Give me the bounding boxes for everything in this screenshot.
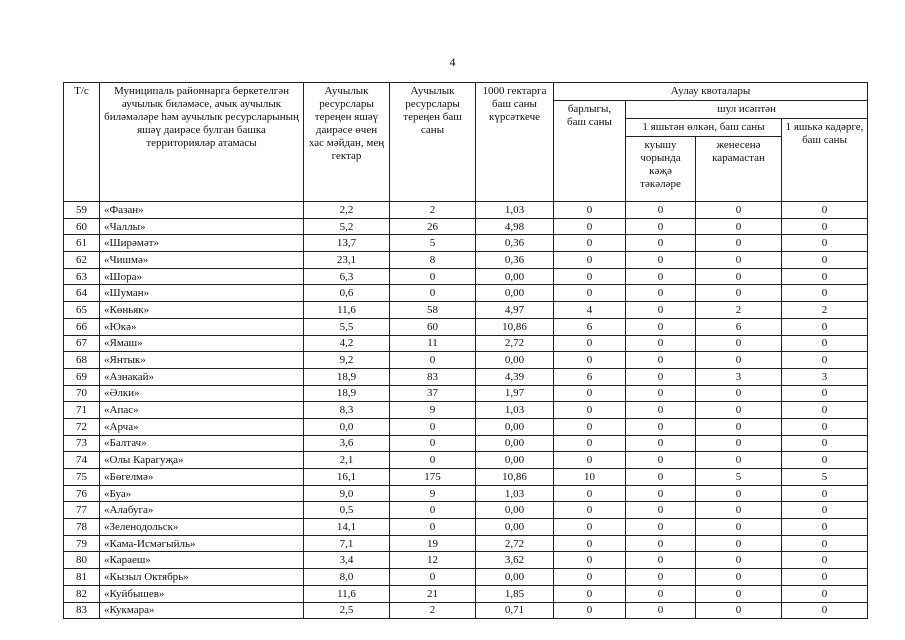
row-area: 8,3 (304, 402, 390, 419)
row-number: 65 (64, 302, 100, 319)
row-name: «Фазан» (100, 202, 304, 219)
row-number: 61 (64, 235, 100, 252)
row-area: 13,7 (304, 235, 390, 252)
row-number: 73 (64, 435, 100, 452)
row-name: «Юкә» (100, 318, 304, 335)
row-density: 4,39 (476, 368, 554, 385)
row-number: 67 (64, 335, 100, 352)
row-count: 0 (390, 285, 476, 302)
header-area: Аучылык ресурслары тереңен яшәү даирәсе өчен хас мәйдан, мең гектар (304, 83, 390, 202)
row-density: 1,85 (476, 585, 554, 602)
row-count: 0 (390, 268, 476, 285)
row-any-sex: 0 (696, 552, 782, 569)
row-area: 0,5 (304, 502, 390, 519)
table-row (64, 352, 868, 369)
table-row (64, 535, 868, 552)
header-younger: 1 яшькә кадәрге, баш саны (782, 119, 868, 202)
page-number: 4 (449, 55, 456, 69)
row-any-sex: 2 (696, 302, 782, 319)
row-young: 0 (782, 318, 868, 335)
row-total: 0 (554, 385, 626, 402)
row-total: 0 (554, 202, 626, 219)
row-young: 0 (782, 569, 868, 586)
row-name: «Бөгелмә» (100, 469, 304, 486)
row-count: 37 (390, 385, 476, 402)
row-any-sex: 0 (696, 352, 782, 369)
row-total: 0 (554, 585, 626, 602)
row-young: 0 (782, 385, 868, 402)
row-number: 70 (64, 385, 100, 402)
row-density: 2,72 (476, 535, 554, 552)
table-row (64, 285, 868, 302)
row-total: 0 (554, 519, 626, 536)
row-rut: 0 (626, 452, 696, 469)
row-area: 16,1 (304, 469, 390, 486)
row-any-sex: 0 (696, 335, 782, 352)
row-rut: 0 (626, 519, 696, 536)
row-name: «Апас» (100, 402, 304, 419)
row-young: 3 (782, 368, 868, 385)
row-density: 4,98 (476, 218, 554, 235)
row-count: 0 (390, 569, 476, 586)
row-density: 0,00 (476, 285, 554, 302)
row-total: 6 (554, 368, 626, 385)
row-any-sex: 0 (696, 452, 782, 469)
row-density: 0,00 (476, 452, 554, 469)
row-density: 1,03 (476, 202, 554, 219)
table-row (64, 218, 868, 235)
row-number: 80 (64, 552, 100, 569)
row-name: «Куйбышев» (100, 585, 304, 602)
row-count: 0 (390, 502, 476, 519)
row-any-sex: 0 (696, 585, 782, 602)
header-name: Муниципаль районнарга беркетелгән аучылык биләмәсе, ачык аучылык биләмәләре һәм аучылык ресурсларының яшәү даирәсе булган башка территорияләр атамасы (100, 83, 304, 202)
row-number: 75 (64, 469, 100, 486)
row-density: 0,36 (476, 252, 554, 269)
row-density: 1,03 (476, 485, 554, 502)
row-total: 0 (554, 402, 626, 419)
row-rut: 0 (626, 385, 696, 402)
table-row (64, 385, 868, 402)
row-name: «Кама-Исмәгыйль» (100, 535, 304, 552)
row-rut: 0 (626, 368, 696, 385)
row-young: 0 (782, 435, 868, 452)
row-name: «Ямаш» (100, 335, 304, 352)
row-any-sex: 5 (696, 469, 782, 486)
row-total: 10 (554, 469, 626, 486)
row-number: 63 (64, 268, 100, 285)
row-any-sex: 0 (696, 218, 782, 235)
row-area: 8,0 (304, 569, 390, 586)
table-row (64, 335, 868, 352)
row-count: 5 (390, 235, 476, 252)
row-total: 0 (554, 535, 626, 552)
row-young: 0 (782, 585, 868, 602)
row-total: 0 (554, 285, 626, 302)
row-young: 0 (782, 252, 868, 269)
row-total: 0 (554, 218, 626, 235)
row-density: 2,72 (476, 335, 554, 352)
header-no: Т/с (64, 83, 100, 202)
row-rut: 0 (626, 352, 696, 369)
row-count: 9 (390, 402, 476, 419)
row-number: 69 (64, 368, 100, 385)
row-name: «Янтык» (100, 352, 304, 369)
row-number: 68 (64, 352, 100, 369)
row-name: «Балтач» (100, 435, 304, 452)
row-name: «Чишмә» (100, 252, 304, 269)
row-young: 0 (782, 218, 868, 235)
row-rut: 0 (626, 552, 696, 569)
row-any-sex: 0 (696, 602, 782, 619)
header-total: барлыгы, баш саны (554, 101, 626, 202)
row-name: «Азнакай» (100, 368, 304, 385)
row-count: 21 (390, 585, 476, 602)
row-name: «Кукмара» (100, 602, 304, 619)
row-rut: 0 (626, 335, 696, 352)
row-name: «Шуман» (100, 285, 304, 302)
row-any-sex: 0 (696, 569, 782, 586)
row-any-sex: 0 (696, 502, 782, 519)
row-any-sex: 0 (696, 435, 782, 452)
row-density: 0,00 (476, 435, 554, 452)
row-count: 9 (390, 485, 476, 502)
table-row (64, 552, 868, 569)
row-young: 0 (782, 352, 868, 369)
row-any-sex: 0 (696, 418, 782, 435)
row-density: 0,00 (476, 268, 554, 285)
table-row (64, 519, 868, 536)
row-rut: 0 (626, 602, 696, 619)
row-rut: 0 (626, 302, 696, 319)
row-young: 0 (782, 418, 868, 435)
row-area: 2,2 (304, 202, 390, 219)
row-area: 2,1 (304, 452, 390, 469)
row-area: 11,6 (304, 585, 390, 602)
row-number: 66 (64, 318, 100, 335)
row-young: 0 (782, 268, 868, 285)
row-any-sex: 0 (696, 519, 782, 536)
header-count: Аучылык ресурслары тереңен баш саны (390, 83, 476, 202)
row-area: 14,1 (304, 519, 390, 536)
row-total: 0 (554, 452, 626, 469)
row-density: 4,97 (476, 302, 554, 319)
row-name: «Көньяк» (100, 302, 304, 319)
row-density: 0,00 (476, 519, 554, 536)
row-count: 0 (390, 452, 476, 469)
row-count: 11 (390, 335, 476, 352)
row-total: 0 (554, 418, 626, 435)
row-count: 0 (390, 519, 476, 536)
row-density: 0,00 (476, 418, 554, 435)
row-area: 9,2 (304, 352, 390, 369)
row-area: 0,6 (304, 285, 390, 302)
row-total: 0 (554, 602, 626, 619)
row-area: 18,9 (304, 385, 390, 402)
row-rut: 0 (626, 418, 696, 435)
table-row (64, 268, 868, 285)
row-any-sex: 0 (696, 385, 782, 402)
row-rut: 0 (626, 435, 696, 452)
row-count: 12 (390, 552, 476, 569)
row-number: 71 (64, 402, 100, 419)
row-young: 0 (782, 502, 868, 519)
row-density: 0,00 (476, 502, 554, 519)
row-total: 6 (554, 318, 626, 335)
row-total: 0 (554, 552, 626, 569)
row-area: 0,0 (304, 418, 390, 435)
row-area: 2,5 (304, 602, 390, 619)
row-rut: 0 (626, 402, 696, 419)
row-name: «Әлки» (100, 385, 304, 402)
row-count: 0 (390, 435, 476, 452)
row-area: 23,1 (304, 252, 390, 269)
row-total: 0 (554, 435, 626, 452)
row-name: «Чаллы» (100, 218, 304, 235)
row-density: 3,62 (476, 552, 554, 569)
row-rut: 0 (626, 202, 696, 219)
row-young: 0 (782, 485, 868, 502)
row-density: 0,00 (476, 569, 554, 586)
table-row (64, 602, 868, 619)
header-older: 1 яшьтән өлкән, баш саны (626, 119, 782, 137)
table-row (64, 435, 868, 452)
row-number: 79 (64, 535, 100, 552)
table-row (64, 252, 868, 269)
row-density: 10,86 (476, 469, 554, 486)
row-number: 74 (64, 452, 100, 469)
row-any-sex: 3 (696, 368, 782, 385)
row-density: 0,00 (476, 352, 554, 369)
row-count: 2 (390, 602, 476, 619)
row-area: 5,2 (304, 218, 390, 235)
table-row (64, 202, 868, 219)
header-including: шул исәптән (626, 101, 868, 119)
table-row (64, 418, 868, 435)
table-row (64, 585, 868, 602)
row-density: 10,86 (476, 318, 554, 335)
row-area: 3,6 (304, 435, 390, 452)
row-young: 0 (782, 402, 868, 419)
row-total: 0 (554, 352, 626, 369)
row-any-sex: 0 (696, 235, 782, 252)
row-any-sex: 6 (696, 318, 782, 335)
row-area: 7,1 (304, 535, 390, 552)
row-young: 0 (782, 202, 868, 219)
row-count: 19 (390, 535, 476, 552)
row-young: 0 (782, 285, 868, 302)
table-row (64, 318, 868, 335)
row-rut: 0 (626, 218, 696, 235)
table-row (64, 235, 868, 252)
row-young: 0 (782, 235, 868, 252)
row-rut: 0 (626, 502, 696, 519)
row-rut: 0 (626, 485, 696, 502)
row-count: 58 (390, 302, 476, 319)
row-number: 78 (64, 519, 100, 536)
row-total: 0 (554, 502, 626, 519)
table-row (64, 469, 868, 486)
row-total: 0 (554, 569, 626, 586)
row-name: «Буа» (100, 485, 304, 502)
row-rut: 0 (626, 585, 696, 602)
row-count: 83 (390, 368, 476, 385)
table-row (64, 368, 868, 385)
row-area: 3,4 (304, 552, 390, 569)
row-area: 9,0 (304, 485, 390, 502)
row-total: 0 (554, 268, 626, 285)
row-number: 72 (64, 418, 100, 435)
row-rut: 0 (626, 252, 696, 269)
row-any-sex: 0 (696, 252, 782, 269)
row-any-sex: 0 (696, 202, 782, 219)
row-count: 175 (390, 469, 476, 486)
row-area: 11,6 (304, 302, 390, 319)
row-total: 0 (554, 252, 626, 269)
row-number: 62 (64, 252, 100, 269)
row-number: 76 (64, 485, 100, 502)
row-area: 6,3 (304, 268, 390, 285)
row-any-sex: 0 (696, 485, 782, 502)
row-count: 0 (390, 352, 476, 369)
row-young: 2 (782, 302, 868, 319)
table-row (64, 302, 868, 319)
row-count: 8 (390, 252, 476, 269)
row-any-sex: 0 (696, 285, 782, 302)
row-young: 0 (782, 552, 868, 569)
row-name: «Караеш» (100, 552, 304, 569)
row-number: 83 (64, 602, 100, 619)
row-any-sex: 0 (696, 268, 782, 285)
row-density: 1,03 (476, 402, 554, 419)
row-number: 81 (64, 569, 100, 586)
row-name: «Арча» (100, 418, 304, 435)
row-total: 0 (554, 485, 626, 502)
row-number: 82 (64, 585, 100, 602)
table-row (64, 402, 868, 419)
row-rut: 0 (626, 535, 696, 552)
row-area: 4,2 (304, 335, 390, 352)
row-count: 0 (390, 418, 476, 435)
table-row (64, 569, 868, 586)
row-young: 0 (782, 535, 868, 552)
header-density: 1000 гектарга баш саны күрсәткече (476, 83, 554, 202)
row-young: 0 (782, 335, 868, 352)
table-row (64, 502, 868, 519)
row-count: 60 (390, 318, 476, 335)
row-total: 0 (554, 335, 626, 352)
quota-table (63, 82, 868, 619)
row-name: «Ширәмәт» (100, 235, 304, 252)
row-number: 77 (64, 502, 100, 519)
row-young: 0 (782, 519, 868, 536)
row-rut: 0 (626, 318, 696, 335)
row-any-sex: 0 (696, 535, 782, 552)
row-young: 0 (782, 452, 868, 469)
row-count: 26 (390, 218, 476, 235)
row-number: 59 (64, 202, 100, 219)
table-row (64, 452, 868, 469)
row-number: 64 (64, 285, 100, 302)
row-density: 1,97 (476, 385, 554, 402)
row-rut: 0 (626, 569, 696, 586)
row-density: 0,36 (476, 235, 554, 252)
header-quota: Аулау квоталары (554, 83, 868, 101)
row-area: 5,5 (304, 318, 390, 335)
row-any-sex: 0 (696, 402, 782, 419)
row-rut: 0 (626, 235, 696, 252)
row-rut: 0 (626, 285, 696, 302)
row-name: «Олы Карагуҗа» (100, 452, 304, 469)
row-number: 60 (64, 218, 100, 235)
table-row (64, 485, 868, 502)
row-name: «Шора» (100, 268, 304, 285)
row-young: 5 (782, 469, 868, 486)
row-density: 0,71 (476, 602, 554, 619)
header-during-rut: куышу чорында кәҗә тәкәләре (626, 137, 696, 202)
row-name: «Зеленодольск» (100, 519, 304, 536)
row-total: 0 (554, 235, 626, 252)
row-area: 18,9 (304, 368, 390, 385)
row-rut: 0 (626, 469, 696, 486)
row-total: 4 (554, 302, 626, 319)
table-body (64, 202, 868, 619)
row-rut: 0 (626, 268, 696, 285)
row-young: 0 (782, 602, 868, 619)
header-sex-independent: женесенә карамастан (696, 137, 782, 202)
row-count: 2 (390, 202, 476, 219)
row-name: «Кызыл Октябрь» (100, 569, 304, 586)
table-header (64, 83, 868, 202)
row-name: «Алабуга» (100, 502, 304, 519)
